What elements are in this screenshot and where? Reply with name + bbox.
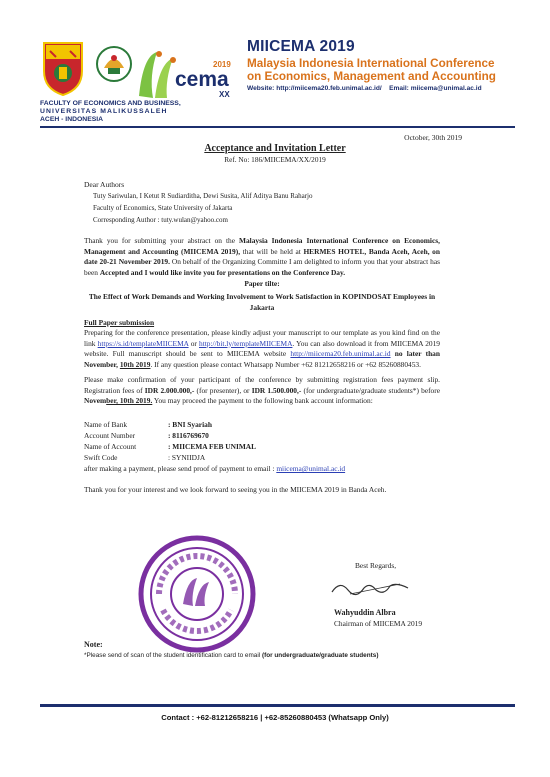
account-name-label: Name of Account	[84, 442, 137, 451]
website-link[interactable]: http://miicema20.feb.unimal.ac.id/	[276, 85, 382, 92]
payment-text-2: (for presenter), or	[194, 385, 252, 395]
header-divider	[40, 126, 515, 128]
university-crest-logo	[40, 41, 86, 97]
footer-contact: Contact : +62-81212658216 | +62-85260880453 (Whatsapp Only)	[161, 713, 389, 722]
note-heading: Note:	[84, 640, 103, 649]
template-link-sid[interactable]: https://s.id/templateMIICEMA	[97, 338, 189, 348]
logo-year: 2019	[213, 60, 231, 69]
signer-name: Wahyuddin Albra	[334, 608, 396, 617]
letter-title: Acceptance and Invitation Letter	[204, 143, 346, 154]
deadline-date: 10th 2019	[119, 359, 151, 369]
payment-text-1: Please make confirmation of your participant of the conference by submitting registration fees payment slip. Registration fees of	[84, 375, 440, 395]
intro-paragraph	[84, 236, 440, 278]
email-link[interactable]: miicema@unimal.ac.id	[410, 85, 482, 92]
miicema-logo	[133, 46, 237, 104]
note-text-emphasis: (for undergraduate/graduate students)	[261, 652, 379, 659]
logo-edition: XX	[219, 90, 230, 99]
faculty-line-3: ACEH - INDONESIA	[40, 116, 104, 123]
swift-code-value: : SYNIIDJA	[168, 453, 206, 462]
conference-subtitle	[247, 57, 496, 83]
website-label: Website:	[247, 85, 275, 92]
note-text-body: *Please send of scan of the student identification card to email	[84, 652, 262, 659]
faculty-line-2: UNIVERSITAS MALIKUSSALEH	[40, 108, 168, 115]
account-number-label: Account Number	[84, 431, 136, 440]
footer-divider	[40, 704, 515, 707]
acceptance-statement: Accepted and I would like invite you for presentations on the Conference Day.	[99, 267, 346, 277]
affiliation: Faculty of Economics, State University of Jakarta	[93, 204, 233, 212]
account-number-value: : 8116769670	[168, 431, 209, 440]
best-regards: Best Regards,	[355, 561, 397, 570]
email-label: Email:	[389, 85, 409, 92]
payment-proof-line	[84, 464, 440, 475]
presenter-fee: IDR 2.000.000,-	[144, 385, 195, 395]
payment-email-link[interactable]: miicema@unimal.ac.id	[276, 464, 346, 473]
author-list: Tuty Sariwulan, I Ketut R Sudiarditha, Dewi Susita, Alif Aditya Banu Raharjo	[93, 192, 313, 200]
deadline-text: no later than November,	[84, 349, 440, 369]
intro-text-1: Thank you for submitting your abstract on the	[84, 236, 239, 245]
full-paper-text-3: . If any question please contact Whatsapp Number +62 81212658216 or +62 85260880453.	[150, 359, 421, 369]
conference-subtitle-line-1: Malaysia Indonesia International Conference	[247, 57, 495, 70]
payment-deadline-2: ber, 10th 2019.	[106, 396, 153, 406]
paper-title: The Effect of Work Demands and Working Involvement to Work Satisfaction in KOPINDOSAT Employees in Jakarta	[88, 292, 436, 312]
conference-name: Malaysia Indonesia International Conference on Economics, Management and Accounting (MIICEMA 2019),	[84, 236, 440, 256]
letter-date: October, 30th 2019	[404, 133, 462, 142]
salutation: Dear Authors	[84, 180, 125, 189]
payment-proof-text: after making a payment, please send proof of payment to email :	[84, 464, 277, 473]
bank-label: Name of Bank	[84, 420, 128, 429]
full-paper-paragraph	[84, 328, 440, 370]
handwritten-signature	[330, 578, 410, 598]
faculty-logo	[94, 44, 134, 84]
website-email-line	[247, 85, 482, 92]
payment-paragraph	[84, 375, 440, 407]
full-paper-text-1: Preparing for the conference presentation, please kindly adjust your manuscript to our template as you kind find on the link	[84, 328, 440, 348]
payment-text-4: You may proceed the payment to the following bank account information:	[152, 396, 373, 406]
full-paper-or: or	[188, 338, 199, 348]
paper-title-label: Paper tilte:	[244, 279, 280, 288]
account-name-value: : MIICEMA FEB UNIMAL	[168, 442, 257, 451]
student-fee: IDR 1.500.000,-	[251, 385, 302, 395]
logo-name: cema	[175, 68, 229, 91]
venue-date: HERMES HOTEL, Banda Aceh, Aceh, on date 20-21 November 2019.	[84, 246, 440, 267]
intro-text-2: that will be held at	[240, 246, 304, 256]
conference-title: MIICEMA 2019	[247, 38, 355, 55]
intro-text-3: On behalf of the Organizing Committe I am delighted to inform you that your abstract has been	[84, 257, 440, 277]
signer-role: Chairman of MIICEMA 2019	[334, 619, 423, 628]
official-stamp	[137, 534, 257, 654]
note-text	[84, 652, 378, 659]
reference-number: Ref. No: 186/MIICEMA/XX/2019	[224, 155, 326, 164]
template-link-bitly[interactable]: http://bit.ly/templateMIICEMA	[199, 338, 293, 348]
full-paper-heading: Full Paper submission	[84, 318, 155, 327]
payment-text-3: (for undergraduate/graduate students*) before	[301, 385, 440, 395]
submission-website-link[interactable]: http://miicema20.feb.unimal.ac.id	[290, 349, 391, 359]
full-paper-text-2: . You can also download it from MIICEMA 2019 website. Full manuscript should be sent to MIICEMA website	[84, 338, 440, 359]
payment-deadline-1: Novem	[84, 396, 107, 406]
corresponding-author: Corresponding Author : tuty.wulan@yahoo.com	[93, 216, 228, 224]
swift-code-label: Swift Code	[84, 453, 118, 462]
faculty-line-1: FACULTY OF ECONOMICS AND BUSINESS,	[40, 100, 181, 107]
closing-thanks: Thank you for your interest and we look forward to seeing you in the MIICEMA 2019 in Banda Aceh.	[84, 485, 387, 494]
conference-subtitle-line-2: on Economics, Management and Accounting	[247, 70, 496, 83]
bank-value: : BNI Syariah	[168, 420, 212, 429]
